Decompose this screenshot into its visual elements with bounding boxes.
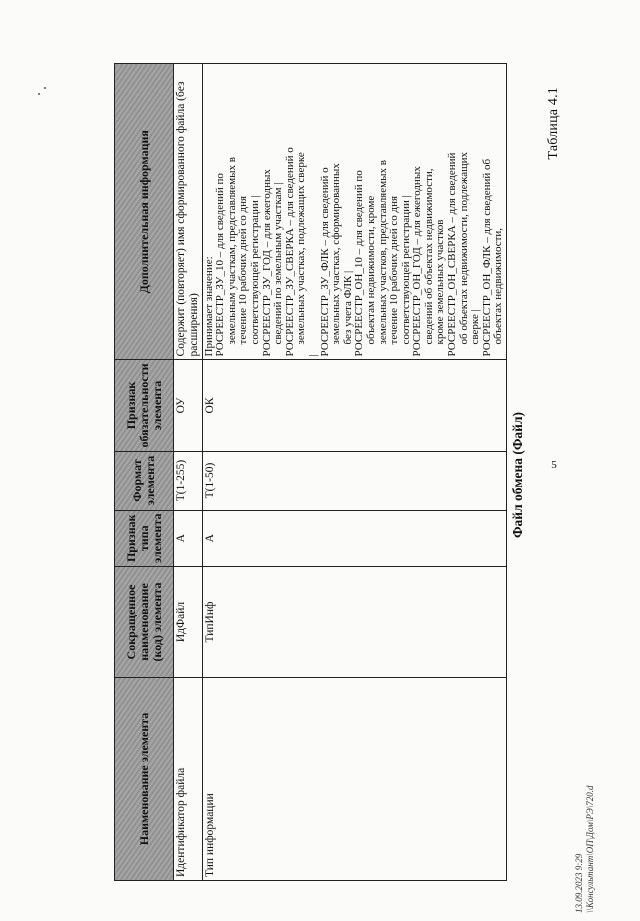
info-line: РОСРЕЕСТР_ОН_СВЕРКА – для сведений [446, 152, 459, 357]
info-line: РОСРЕЕСТР_ОН_ГОД – для ежегодных [411, 166, 424, 357]
info-line: кроме земельных участков [434, 219, 447, 345]
footer-timestamp: 13.09.2023 9:29 [574, 853, 584, 913]
scan-speck [44, 87, 46, 89]
info-line: объектам недвижимости, кроме [364, 195, 377, 345]
info-line: земельным участкам, представляемых в [225, 157, 238, 345]
cell-format: Т(1-255) [174, 451, 203, 510]
header-type: Признак типа элемента [115, 510, 174, 566]
info-line: без учета ФЛК | [341, 270, 354, 345]
cell-type: А [174, 510, 203, 566]
cell-required: ОУ [174, 360, 203, 451]
header-info: Дополнительная информация [115, 64, 174, 360]
scan-speck [38, 93, 40, 95]
cell-code: ТипИнф [202, 567, 506, 678]
info-line: РОСРЕЕСТР_ЗУ_ГОД – для ежегодных [260, 169, 273, 357]
info-line: РОСРЕЕСТР_ОН_10 – для сведений по [353, 170, 366, 357]
exchange-file-table [114, 63, 507, 881]
cell-info [174, 64, 203, 360]
info-line: сведений по земельным участкам | [272, 182, 285, 345]
info-line: | [306, 354, 319, 357]
cell-name: Тип информации [202, 678, 506, 881]
table-label: Таблица 4.1 [546, 87, 561, 160]
cell-info [202, 64, 506, 360]
header-code: Сокращенное наименование (код) элемента [115, 567, 174, 678]
info-line: РОСРЕЕСТР_ЗУ_СВЕРКА – для сведений о [283, 147, 296, 357]
cell-type: А [202, 510, 506, 566]
info-line: объектах недвижимости, [492, 227, 505, 345]
document-footer [574, 785, 596, 913]
info-line: Содержит (повторяет) имя сформированного файла (без расширения) [175, 81, 200, 357]
header-name: Наименование элемента [115, 678, 174, 881]
table-caption: Файл обмена (Файл) [510, 411, 525, 539]
cell-format: Т(1-50) [202, 451, 506, 510]
info-line: соответствующей регистрации | [248, 195, 261, 345]
cell-required: ОК [202, 360, 506, 451]
header-format: Формат элемента [115, 451, 174, 510]
table-row [202, 64, 506, 881]
cell-code: ИдФайл [174, 567, 203, 678]
info-line: РОСРЕЕСТР_ЗУ_10 – для сведений по [214, 173, 227, 357]
cell-name: Идентификатор файла [174, 678, 203, 881]
info-line: земельных участков, представляемых в [376, 160, 389, 345]
header-required: Признак обязательности элемента [115, 360, 174, 451]
info-line: об объектах недвижимости, подлежащих [457, 151, 470, 345]
rotated-content [8, 35, 608, 915]
page-number: 5 [551, 459, 557, 471]
table-header-row [115, 64, 174, 881]
info-line: сведений об объектах недвижимости, [422, 168, 435, 345]
info-line: сверке | [469, 309, 482, 345]
info-line: РОСРЕЕСТР_ЗУ_ФЛК – для сведений о [318, 167, 331, 357]
info-line: течение 10 рабочих дней со дня [237, 195, 250, 345]
info-line: земельных участках, сформированных [330, 163, 343, 345]
table-row [174, 64, 203, 881]
info-line: соответствующей регистрации | [399, 195, 412, 345]
info-line: РОСРЕЕСТР_ОН_ФЛК – для сведений об [480, 158, 493, 357]
info-line: течение 10 рабочих дней со дня [388, 195, 401, 345]
info-line: земельных участках, подлежащих сверке [295, 152, 308, 345]
footer-path: \\Консультант\ОП\Дом\РЭ\720.d [585, 785, 595, 913]
info-line: Принимает значение: [202, 256, 215, 357]
